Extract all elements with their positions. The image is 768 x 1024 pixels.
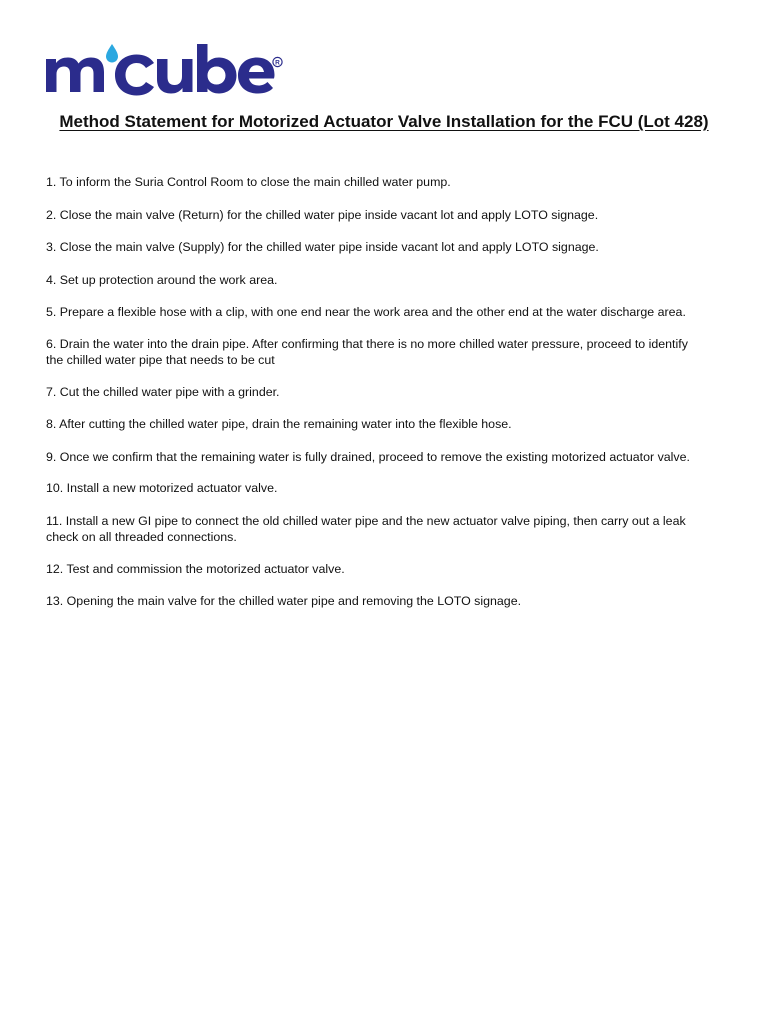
step-13: 13. Opening the main valve for the chilled water pipe and removing the LOTO signage. [46,594,522,608]
mcube-logo-graphic [44,38,284,100]
step-8: 8. After cutting the chilled water pipe, drain the remaining water into the flexible hose. [46,417,512,431]
logo-brand-text [44,100,45,101]
step-9: 9. Once we confirm that the remaining water is fully drained, proceed to remove the existing motorized actuator valve. [46,449,690,464]
step-12: 12. Test and commission the motorized actuator valve. [46,561,345,576]
step-11: 11. Install a new GI pipe to connect the old chilled water pipe and the new actuator valve piping, then carry out a leak check on all threaded connections. [46,513,686,544]
step-5: 5. Prepare a flexible hose with a clip, with one end near the work area and the other end at the water discharge area. [46,305,686,319]
step-7: 7. Cut the chilled water pipe with a grinder. [46,384,280,399]
mcube-logo [44,38,284,100]
step-2: 2. Close the main valve (Return) for the chilled water pipe inside vacant lot and apply LOTO signage. [46,207,599,222]
step-3: 3. Close the main valve (Supply) for the chilled water pipe inside vacant lot and apply LOTO signage. [46,240,599,254]
logo-registered-text [44,100,45,101]
step-4: 4. Set up protection around the work area. [46,272,278,287]
method-steps-list [46,174,708,626]
step-6: 6. Drain the water into the drain pipe. After confirming that there is no more chilled water pressure, proceed to identify the chilled water pipe that needs to be cut [46,336,688,367]
step-1: 1. To inform the Suria Control Room to close the main chilled water pump. [46,175,451,189]
svg-text:R: R [275,59,280,67]
registered-mark-icon [273,57,282,66]
step-10: 10. Install a new motorized actuator valve. [46,481,278,495]
document-title: Method Statement for Motorized Actuator Valve Installation for the FCU (Lot 428) [59,112,709,131]
